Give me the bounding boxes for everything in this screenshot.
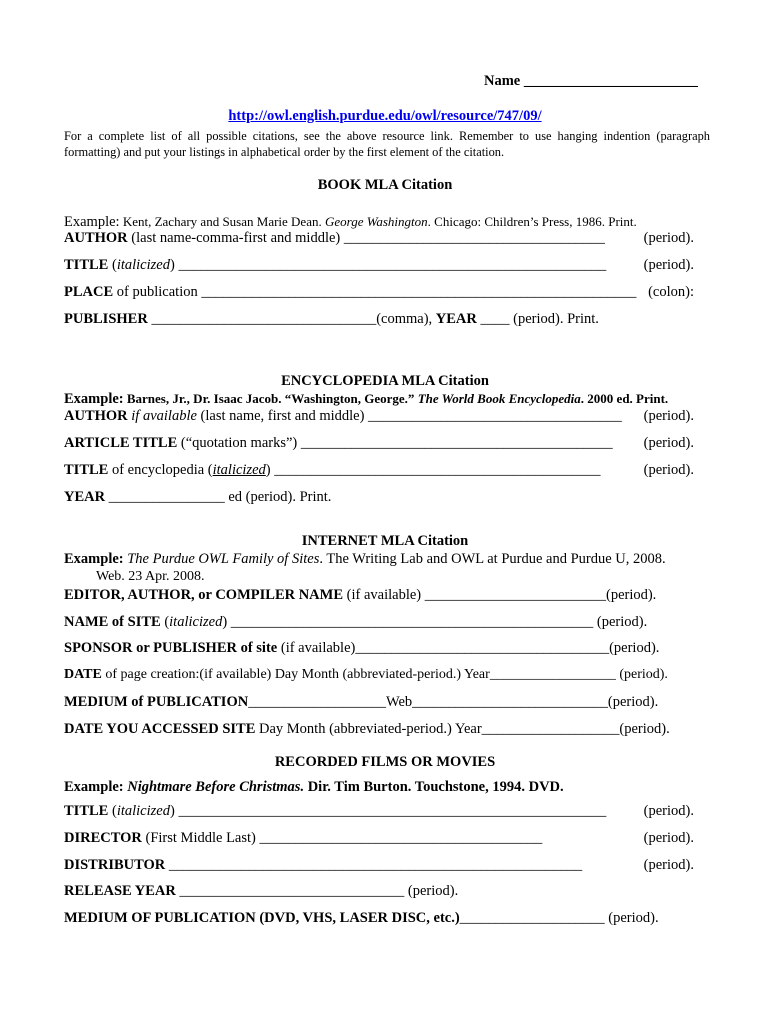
- films-distributor-row: DISTRIBUTOR _________________________________________________________ (period).: [64, 857, 694, 873]
- encyclopedia-example: Example: Barnes, Jr., Dr. Isaac Jacob. “Washington, George.” The World Book Encyclopedia. 2000 ed. Print.: [64, 391, 669, 407]
- internet-example-continued: Web. 23 Apr. 2008.: [96, 569, 205, 584]
- resource-link-line: [0, 108, 770, 125]
- internet-editor-row: EDITOR, AUTHOR, or COMPILER NAME (if available) _________________________(period).: [64, 587, 657, 603]
- internet-date-created-row: DATE of page creation:(if available) Day Month (abbreviated-period.) Year__________________ (period).: [64, 667, 668, 682]
- internet-accessed-row: DATE YOU ACCESSED SITE Day Month (abbreviated-period.) Year___________________(period).: [64, 721, 670, 737]
- internet-sponsor-row: SPONSOR or PUBLISHER of site (if available)___________________________________(period).: [64, 640, 660, 656]
- internet-example: Example: The Purdue OWL Family of Sites. The Writing Lab and OWL at Purdue and Purdue U, 2008.: [64, 551, 666, 567]
- films-section-title: RECORDED FILMS OR MOVIES: [274, 754, 496, 770]
- name-line: Name ________________________: [484, 73, 698, 89]
- book-author-row: AUTHOR (last name-comma-first and middle) ____________________________________ (period).: [64, 230, 694, 246]
- encyclopedia-article-title-row: ARTICLE TITLE (“quotation marks”) ___________________________________________ (period).: [64, 435, 694, 451]
- internet-site-name-row: NAME of SITE (italicized) __________________________________________________ (period).: [64, 614, 648, 630]
- encyclopedia-section-title: ENCYCLOPEDIA MLA Citation: [281, 373, 489, 389]
- encyclopedia-year-row: YEAR ________________ ed (period). Print.: [64, 489, 332, 505]
- book-section-title: BOOK MLA Citation: [317, 177, 453, 193]
- book-title-row: TITLE (italicized) ___________________________________________________________ (period).: [64, 257, 694, 273]
- films-director-row: DIRECTOR (First Middle Last) _______________________________________ (period).: [64, 830, 694, 846]
- encyclopedia-author-row: AUTHOR if available (last name, first and middle) ___________________________________ (period).: [64, 408, 694, 424]
- internet-section-title: INTERNET MLA Citation: [301, 533, 469, 549]
- films-medium-row: MEDIUM OF PUBLICATION (DVD, VHS, LASER DISC, etc.)____________________ (period).: [64, 910, 659, 926]
- instructions: For a complete list of all possible citations, see the above resource link. Remember to use hanging indention (paragraph formatting) and put your listings in alphabetical order by the first element of the citation.: [64, 129, 710, 159]
- films-title-row: TITLE (italicized) ___________________________________________________________ (period).: [64, 803, 694, 819]
- films-release-year-row: RELEASE YEAR _______________________________ (period).: [64, 883, 459, 899]
- book-publisher-row: PUBLISHER _______________________________(comma), YEAR ____ (period). Print.: [64, 311, 599, 327]
- encyclopedia-title-row: TITLE of encyclopedia (italicized) _____________________________________________ (period).: [64, 462, 694, 478]
- internet-medium-row: MEDIUM of PUBLICATION___________________Web___________________________(period).: [64, 694, 659, 710]
- films-example: Example: Nightmare Before Christmas. Dir. Tim Burton. Touchstone, 1994. DVD.: [64, 779, 564, 795]
- resource-link[interactable]: http://owl.english.purdue.edu/owl/resource/747/09/: [228, 108, 542, 124]
- book-example: Example: Kent, Zachary and Susan Marie Dean. George Washington. Chicago: Children’s Press, 1986. Print.: [64, 214, 637, 230]
- book-place-row: PLACE of publication ____________________________________________________________ (colon):: [64, 284, 694, 300]
